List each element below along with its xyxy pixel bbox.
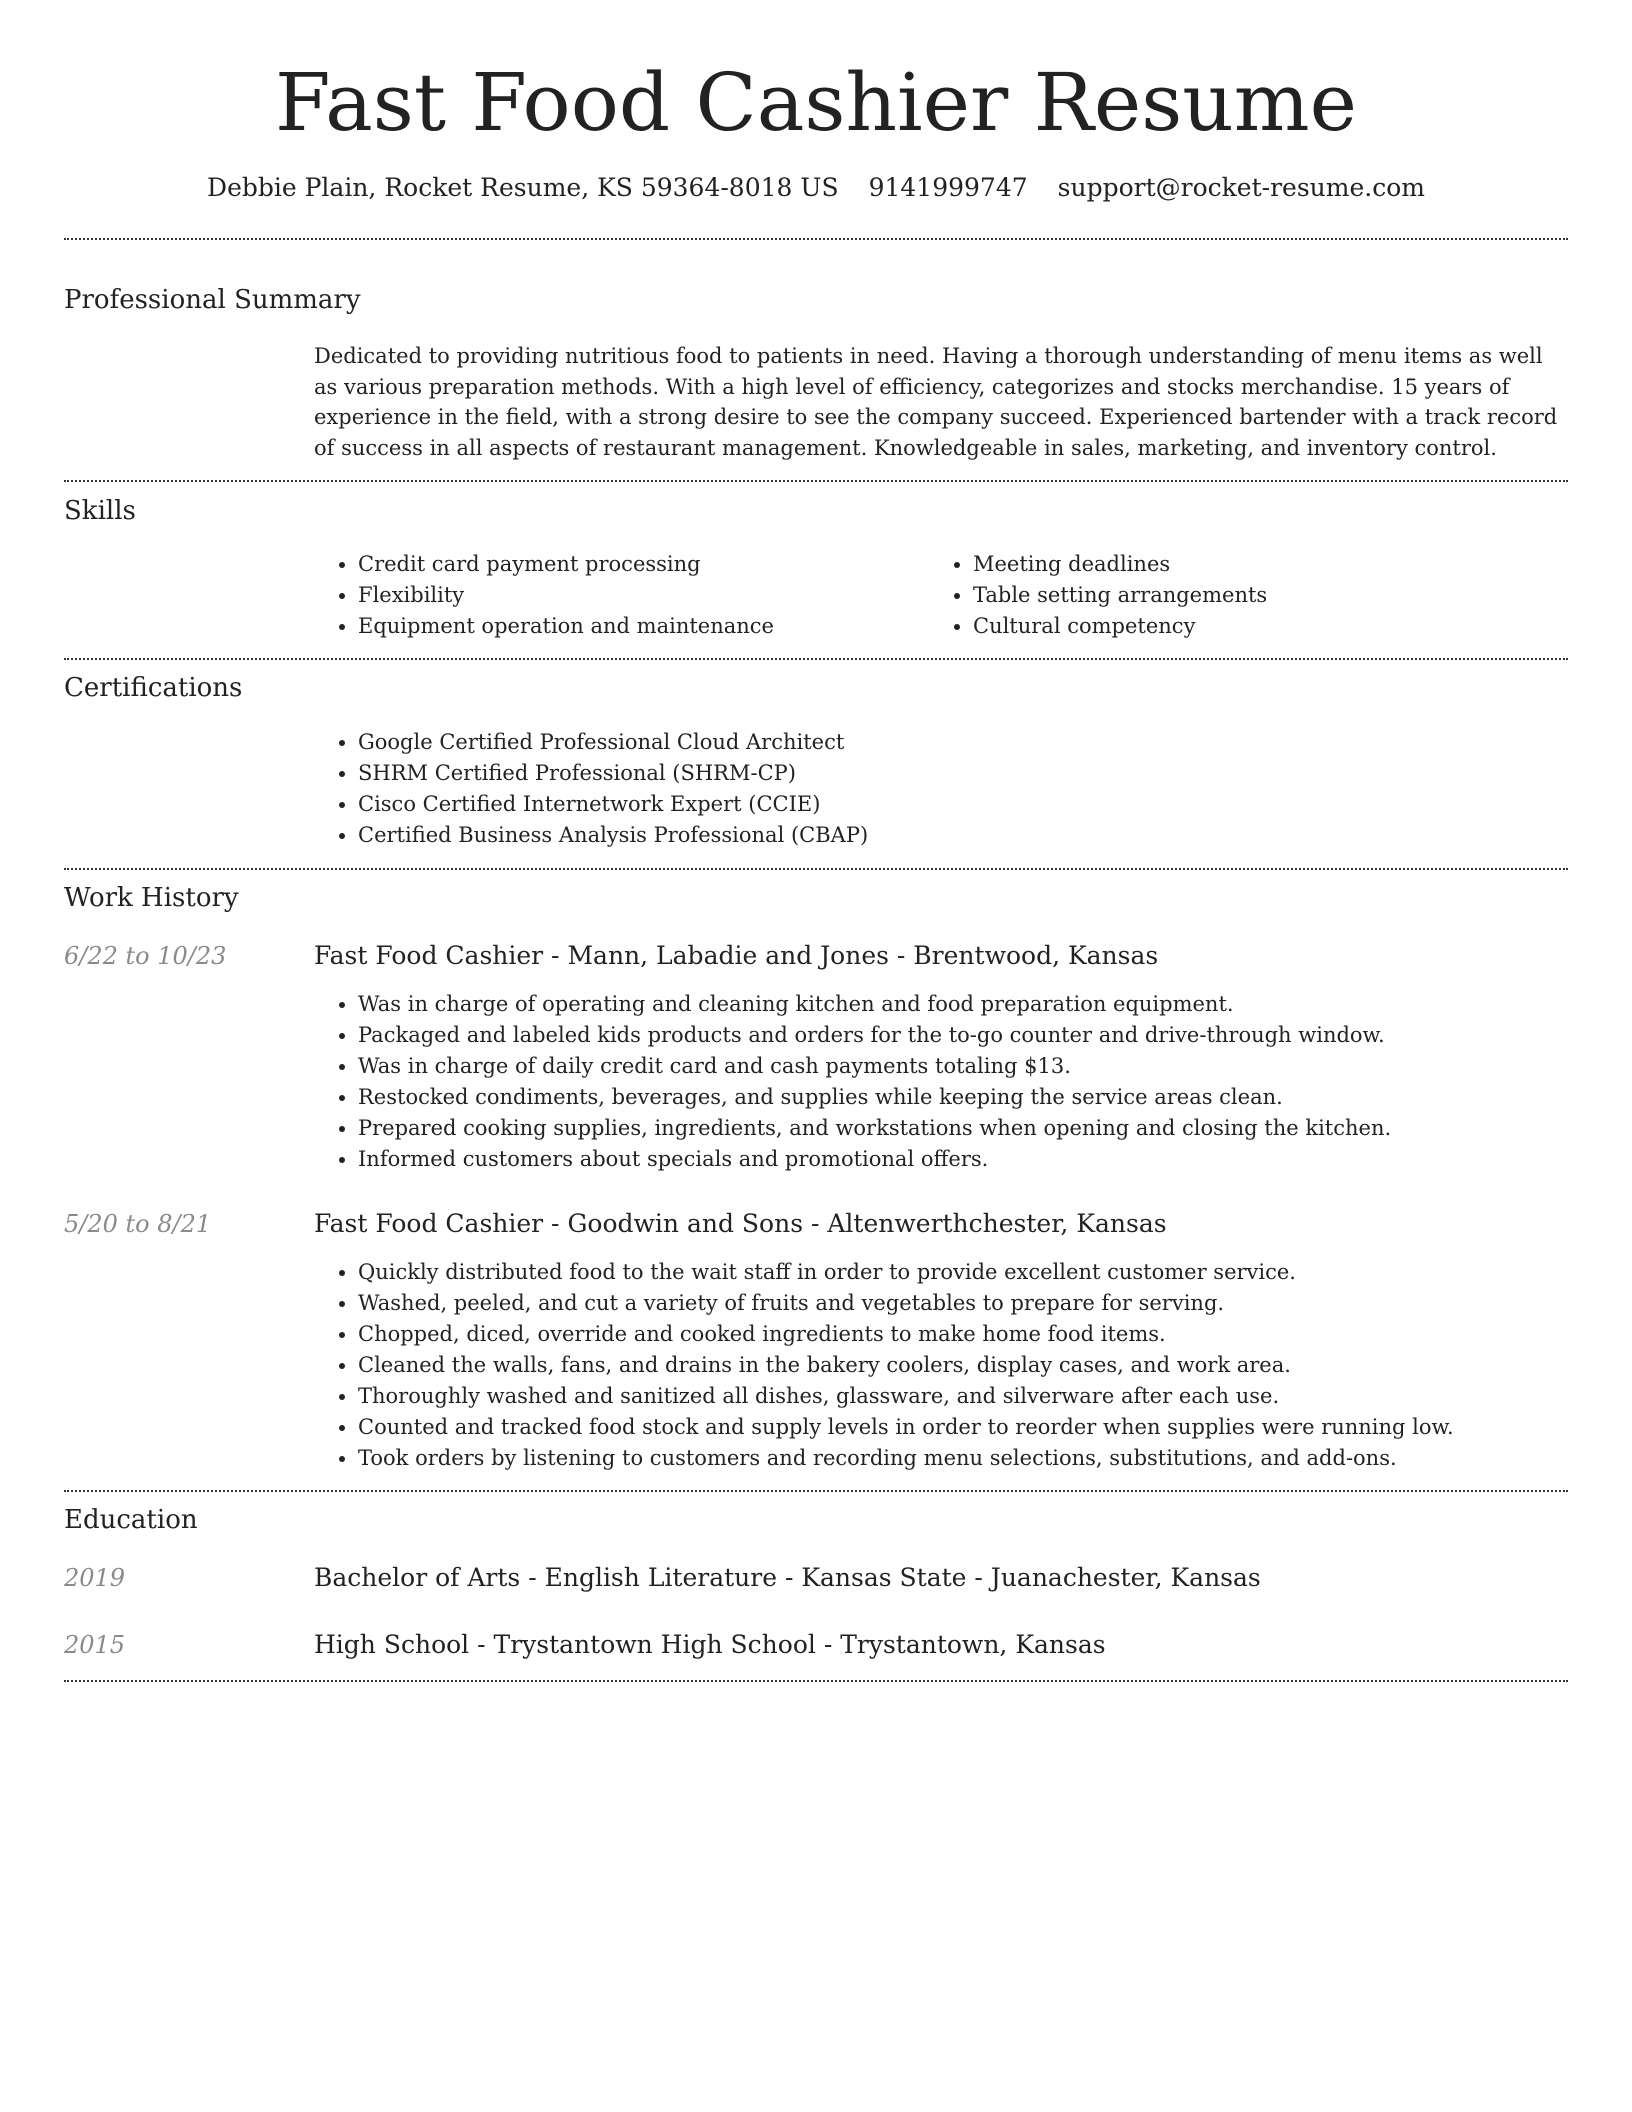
certification-item: • SHRM Certified Professional (SHRM-CP) (358, 758, 868, 789)
skill-item: • Table setting arrangements (973, 580, 1267, 611)
job-bullet: • Cleaned the walls, fans, and drains in the bakery coolers, display cases, and work area. (358, 1350, 1454, 1381)
job-dates: 5/20 to 8/21 (64, 1210, 212, 1238)
resume-title: Fast Food Cashier Resume (275, 56, 1357, 149)
skill-item: • Flexibility (358, 580, 774, 611)
job-bullets (314, 989, 1391, 1175)
job-bullet: • Prepared cooking supplies, ingredients, and workstations when opening and closing the kitchen. (358, 1113, 1391, 1144)
job-title: Fast Food Cashier - Mann, Labadie and Jones - Brentwood, Kansas (314, 941, 1159, 970)
job-bullet: • Restocked condiments, beverages, and supplies while keeping the service areas clean. (358, 1082, 1391, 1113)
certification-item: • Certified Business Analysis Professional (CBAP) (358, 820, 868, 851)
skill-item: • Meeting deadlines (973, 549, 1267, 580)
skills-list-right (929, 549, 1267, 642)
job-bullet: • Was in charge of daily credit card and cash payments totaling $13. (358, 1051, 1391, 1082)
section-title-skills: Skills (64, 496, 136, 526)
job-bullet: • Was in charge of operating and cleaning kitchen and food preparation equipment. (358, 989, 1391, 1020)
section-title-education: Education (64, 1505, 198, 1535)
section-title-work: Work History (64, 883, 239, 913)
job-bullet: • Took orders by listening to customers and recording menu selections, substitutions, and add-ons. (358, 1443, 1454, 1474)
job-bullet: • Chopped, diced, override and cooked ingredients to make home food items. (358, 1319, 1454, 1350)
section-title-summary: Professional Summary (64, 285, 361, 315)
divider (64, 1490, 1568, 1492)
job-title: Fast Food Cashier - Goodwin and Sons - Altenwerthchester, Kansas (314, 1209, 1167, 1238)
divider (64, 238, 1568, 240)
job-bullet: • Washed, peeled, and cut a variety of fruits and vegetables to prepare for serving. (358, 1288, 1454, 1319)
section-title-certifications: Certifications (64, 673, 243, 703)
certification-item: • Google Certified Professional Cloud Architect (358, 727, 868, 758)
divider (64, 658, 1568, 660)
contact-email: support@rocket-resume.com (1057, 173, 1425, 202)
job-bullet: • Packaged and labeled kids products and orders for the to-go counter and drive-through window. (358, 1020, 1391, 1051)
education-year: 2015 (64, 1631, 126, 1659)
certification-item: • Cisco Certified Internetwork Expert (CCIE) (358, 789, 868, 820)
job-bullet: • Counted and tracked food stock and supply levels in order to reorder when supplies were running low. (358, 1412, 1454, 1443)
divider (64, 1680, 1568, 1682)
job-bullet: • Informed customers about specials and promotional offers. (358, 1144, 1391, 1175)
divider (64, 868, 1568, 870)
contact-address: Debbie Plain, Rocket Resume, KS 59364-8018 US (207, 173, 839, 202)
contact-line (0, 168, 1632, 208)
education-entry: High School - Trystantown High School - Trystantown, Kansas (314, 1630, 1106, 1659)
job-bullet: • Quickly distributed food to the wait staff in order to provide excellent customer service. (358, 1257, 1454, 1288)
skill-item: • Equipment operation and maintenance (358, 611, 774, 642)
skills-list-left (314, 549, 774, 642)
job-dates: 6/22 to 10/23 (64, 942, 227, 970)
divider (64, 480, 1568, 482)
job-bullet: • Thoroughly washed and sanitized all dishes, glassware, and silverware after each use. (358, 1381, 1454, 1412)
skill-item: • Cultural competency (973, 611, 1267, 642)
skill-item: • Credit card payment processing (358, 549, 774, 580)
education-year: 2019 (64, 1564, 126, 1592)
certifications-list (314, 727, 868, 851)
education-entry: Bachelor of Arts - English Literature - Kansas State - Juanachester, Kansas (314, 1563, 1261, 1592)
summary-text: Dedicated to providing nutritious food to patients in need. Having a thorough understanding of menu items as well as various preparation methods. With a high level of efficiency, categorizes and stocks merchandise. 15 years of experience in the field, with a strong desire to see the company succeed. Experienced bartender with a track record of success in all aspects of restaurant management. Knowledgeable in sales, marketing, and inventory control. (314, 344, 1558, 460)
contact-phone: 9141999747 (868, 173, 1028, 202)
job-bullets (314, 1257, 1454, 1474)
